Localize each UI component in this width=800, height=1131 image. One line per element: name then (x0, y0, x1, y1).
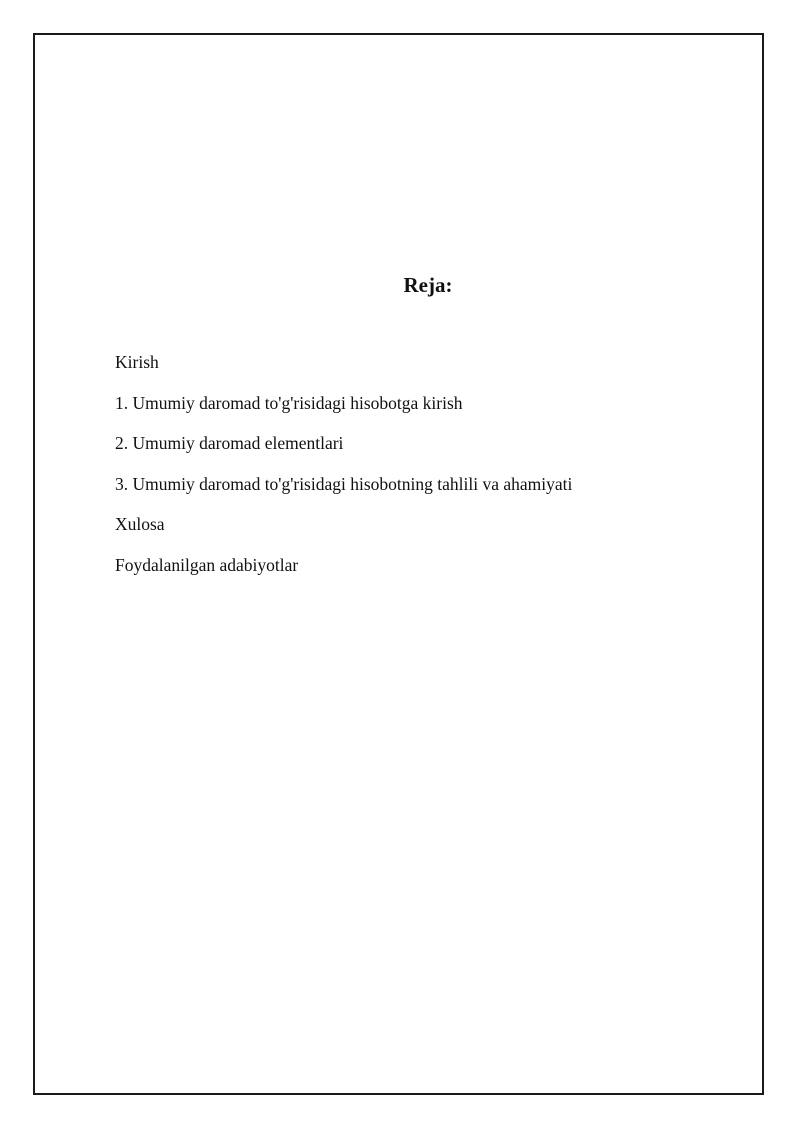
page-title: Reja: (403, 273, 453, 297)
table-of-contents (115, 350, 572, 593)
toc-item-intro: Kirish (115, 352, 159, 372)
toc-item-3: 3. Umumiy daromad to'g'risidagi hisobotning tahlili va ahamiyati (115, 473, 573, 494)
toc-item-1: 1. Umumiy daromad to'g'risidagi hisobotga kirish (115, 392, 463, 413)
toc-item-2: 2. Umumiy daromad elementlari (115, 433, 344, 453)
toc-item-references: Foydalanilgan adabiyotlar (115, 554, 299, 575)
toc-item-conclusion: Xulosa (115, 514, 165, 534)
